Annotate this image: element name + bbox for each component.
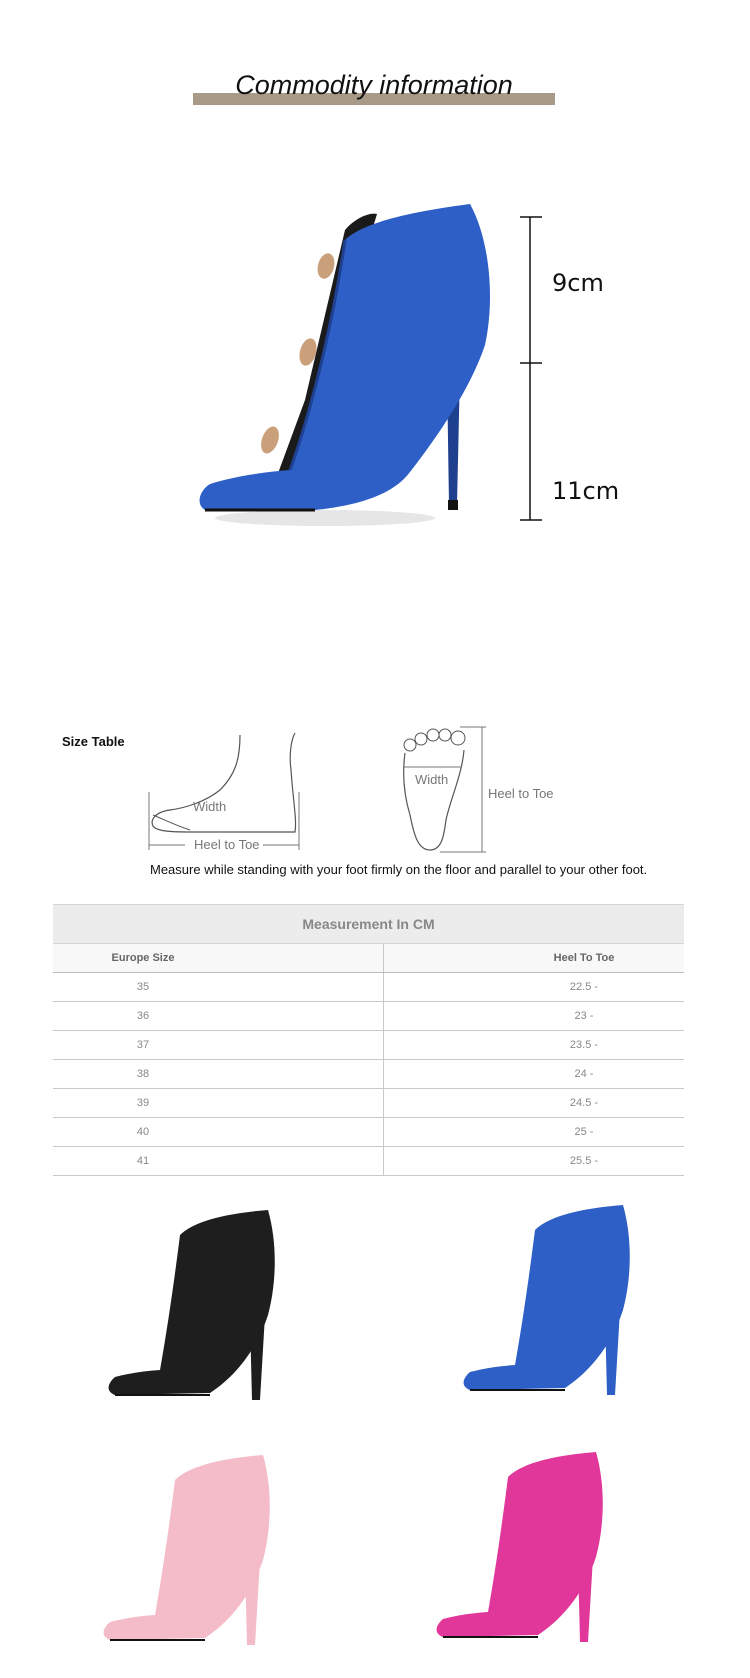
dimension-ruler [518,215,548,525]
column-header-europe-size: Europe Size [53,944,384,972]
table-row [53,1118,684,1147]
heel-to-toe-cell: 24 - [574,1068,594,1080]
side-width-label: Width [193,799,227,814]
europe-size-cell: 37 [53,1031,384,1059]
shoe-variant-black [100,1205,320,1415]
measurement-table [53,904,684,1176]
heel-to-toe-cell: 23.5 - [569,1039,599,1051]
shoe-variant-magenta [428,1447,648,1657]
upper-height-label: 9cm [552,269,604,297]
measurement-note: Measure while standing with your foot firmly on the floor and parallel to your other foot. [150,862,648,877]
hero-shoe-image [195,200,535,550]
table-row [53,1002,684,1031]
table-row [53,1031,684,1060]
table-row [53,973,684,1002]
heel-to-toe-cell: 25.5 - [569,1155,599,1167]
table-row [53,1060,684,1089]
table-row [53,1089,684,1118]
europe-size-cell: 36 [53,1002,384,1030]
top-width-label: Width [415,772,449,787]
heel-to-toe-cell: 23 - [574,1010,594,1022]
heel-height-label: 11cm [552,477,620,505]
shoe-variant-pink [95,1450,315,1660]
table-row [53,1147,684,1176]
heel-to-toe-cell: 25 - [574,1126,594,1138]
europe-size-cell: 40 [53,1118,384,1146]
heel-to-toe-cell: 22.5 - [569,981,599,993]
europe-size-cell: 35 [53,973,384,1001]
column-header-heel-to-toe: Heel To Toe [553,952,615,964]
measurement-table-title: Measurement In CM [53,904,684,943]
size-table-label: Size Table [62,734,125,749]
europe-size-cell: 38 [53,1060,384,1088]
side-heel-to-toe-label: Heel to Toe [194,837,260,852]
europe-size-cell: 39 [53,1089,384,1117]
heel-to-toe-cell: 24.5 - [569,1097,599,1109]
top-heel-to-toe-label: Heel to Toe [488,786,554,801]
table-header-row [53,943,684,973]
shoe-variant-blue [455,1200,675,1410]
europe-size-cell: 41 [53,1147,384,1175]
page-title: Commodity information [235,70,513,100]
